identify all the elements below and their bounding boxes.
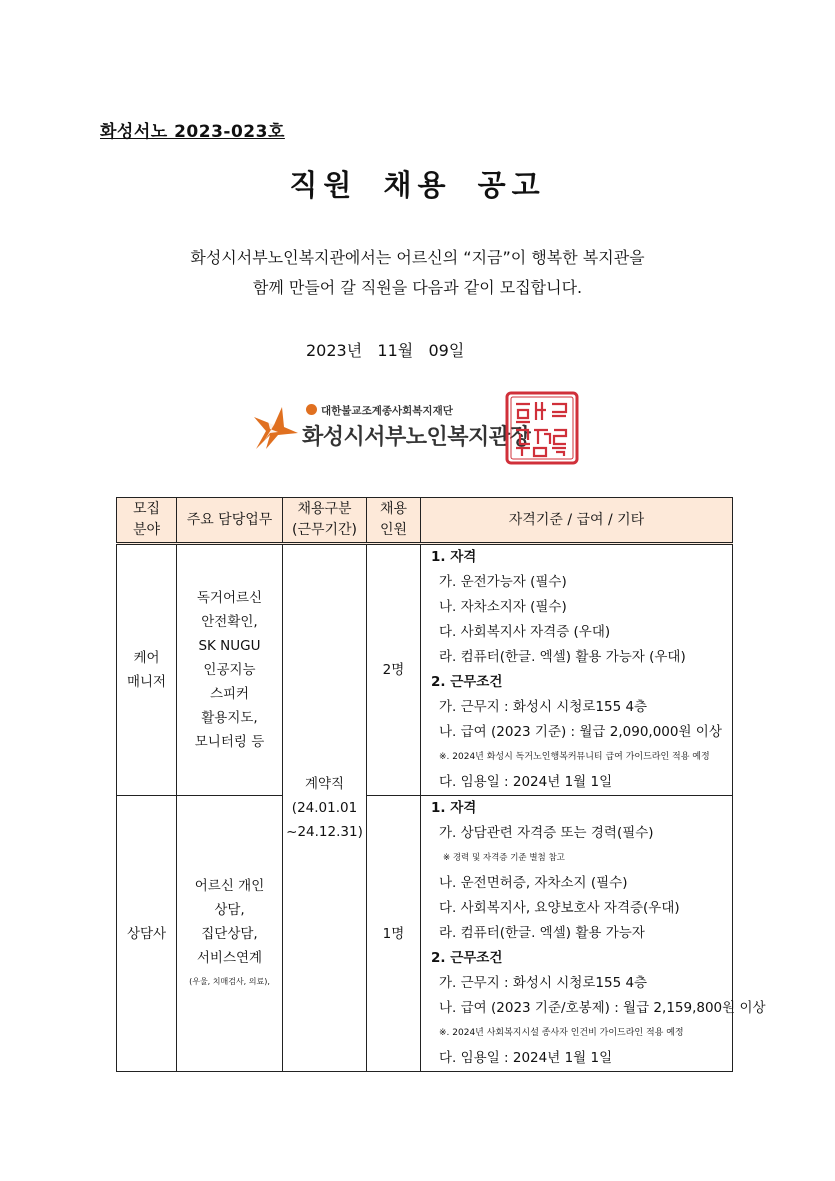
field-care-manager: 케어 매니저 <box>117 544 177 796</box>
table-row <box>117 544 733 796</box>
table-row <box>117 796 733 1072</box>
institution-logo <box>252 403 531 458</box>
count-care-manager: 2명 <box>367 544 421 796</box>
announcement-date: 2023년 11월 09일 <box>306 341 465 360</box>
recruitment-table <box>116 497 766 1072</box>
intro-line-1: 화성시서부노인복지관에서는 어르신의 “지금”이 행복한 복지관을 <box>190 248 645 267</box>
duty-care-manager: 독거어르신 안전확인, SK NUGU 인공지능 스피커 활용지도, 모니터링 등 <box>177 544 283 796</box>
foundation-name: 대한불교조계종사회복지재단 <box>306 403 453 418</box>
header-type: 채용구분 (근무기간) <box>283 498 367 544</box>
table-header-row <box>117 498 733 544</box>
header-criteria: 자격기준 / 급여 / 기타 <box>421 498 733 544</box>
employment-type: 계약직 (24.01.01 ~24.12.31) <box>283 544 367 1072</box>
criteria-care-manager: 1. 자격 가. 운전가능자 (필수) 나. 자차소지자 (필수) 다. 사회복지사 자격증 (우대) 라. 컴퓨터(한글. 엑셀) 활용 가능자 (우대) 2. 근무조건 가. 근무지 : 화성시 시청로155 4층 나. 급여 (2023 기준) : 월급 2,090,000원 이상 ※. 2024년 화성시 독거노인행복커뮤니티 급여 가이드라인 적용 예정 다. 임용일 : 2024년 1월 1일 <box>421 544 733 796</box>
duty-counselor: 어르신 개인 상담, 집단상담, 서비스연계 (우울, 치매검사, 의료), <box>177 796 283 1072</box>
foundation-emblem-icon <box>306 404 317 415</box>
page-title: 직원 채용 공고 <box>289 168 546 202</box>
intro-text <box>0 243 835 303</box>
document-number: 화성서노 2023-023호 <box>100 122 285 142</box>
official-seal-icon <box>504 390 580 466</box>
intro-line-2: 함께 만들어 갈 직원을 다음과 같이 모집합니다. <box>252 278 583 297</box>
criteria-counselor: 1. 자격 가. 상담관련 자격증 또는 경력(필수) ※ 경력 및 자격증 기준 별첨 참고 나. 운전면허증, 자차소지 (필수) 다. 사회복지사, 요양보호사 자격증(우대) 라. 컴퓨터(한글. 엑셀) 활용 가능자 2. 근무조건 가. 근무지 : 화성시 시청로155 4층 나. 급여 (2023 기준/호봉제) : 월급 2,159,800원 이상 ※. 2024년 사회복지시설 종사자 인건비 가이드라인 적용 예정 다. 임용일 : 2024년 1월 1일 <box>421 796 733 1072</box>
field-counselor: 상담사 <box>117 796 177 1072</box>
header-duty: 주요 담당업무 <box>177 498 283 544</box>
header-count: 채용 인원 <box>367 498 421 544</box>
count-counselor: 1명 <box>367 796 421 1072</box>
logo-mark-icon <box>252 405 300 453</box>
header-field: 모집 분야 <box>117 498 177 544</box>
institution-name: 화성시서부노인복지관장 <box>302 425 531 450</box>
